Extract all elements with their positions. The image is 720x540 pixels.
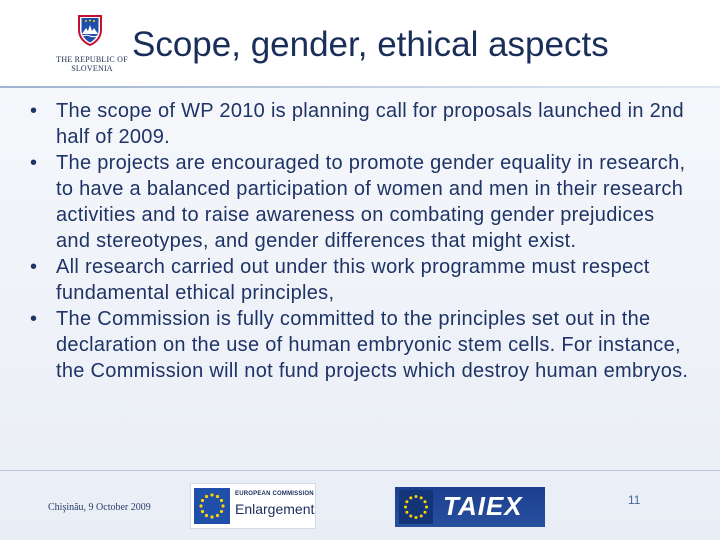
slovenia-coat-of-arms-icon	[77, 14, 103, 46]
slide-header	[0, 0, 720, 88]
bullet-glyph: •	[30, 100, 38, 122]
ec-logo-heading: EUROPEAN COMMISSION	[235, 491, 314, 497]
footer-place-date: Chişinău, 9 October 2009	[48, 502, 151, 513]
bullet-item	[30, 306, 690, 384]
bullet-item	[30, 254, 690, 306]
bullet-glyph: •	[30, 256, 38, 278]
european-commission-enlargement-logo	[190, 483, 316, 529]
page-number: 11	[628, 493, 641, 507]
ec-logo-subheading: Enlargement	[235, 501, 315, 517]
bullet-text: The projects are encouraged to promote gender equality in research, to have a balanced participation of women and men in their research activities and to raise awareness on combating gender prejudices and stereotypes, and gender differences that might exist.	[56, 152, 686, 252]
bullet-glyph: •	[30, 152, 38, 174]
eu-flag-icon	[194, 488, 230, 524]
slide-title: Scope, gender, ethical aspects	[132, 25, 609, 64]
taiex-wordmark: TAIEX	[443, 491, 523, 521]
bullet-text: The scope of WP 2010 is planning call for proposals launched in 2nd half of 2009.	[56, 100, 684, 148]
bullet-item	[30, 98, 690, 150]
bullet-text: The Commission is fully committed to the principles set out in the declaration on the use of human embryonic stem cells. For instance, the Commission will not fund projects which destroy human embryos.	[56, 308, 689, 382]
header-divider	[0, 86, 720, 88]
footer-divider	[0, 470, 720, 471]
eu-stars-icon	[399, 490, 433, 524]
bullet-item	[30, 150, 690, 254]
bullet-list	[30, 98, 690, 384]
crest-caption: THE REPUBLIC OF SLOVENIA	[56, 55, 128, 73]
taiex-logo	[395, 487, 545, 527]
bullet-glyph: •	[30, 308, 38, 330]
bullet-text: All research carried out under this work programme must respect fundamental ethical principles,	[56, 256, 650, 304]
